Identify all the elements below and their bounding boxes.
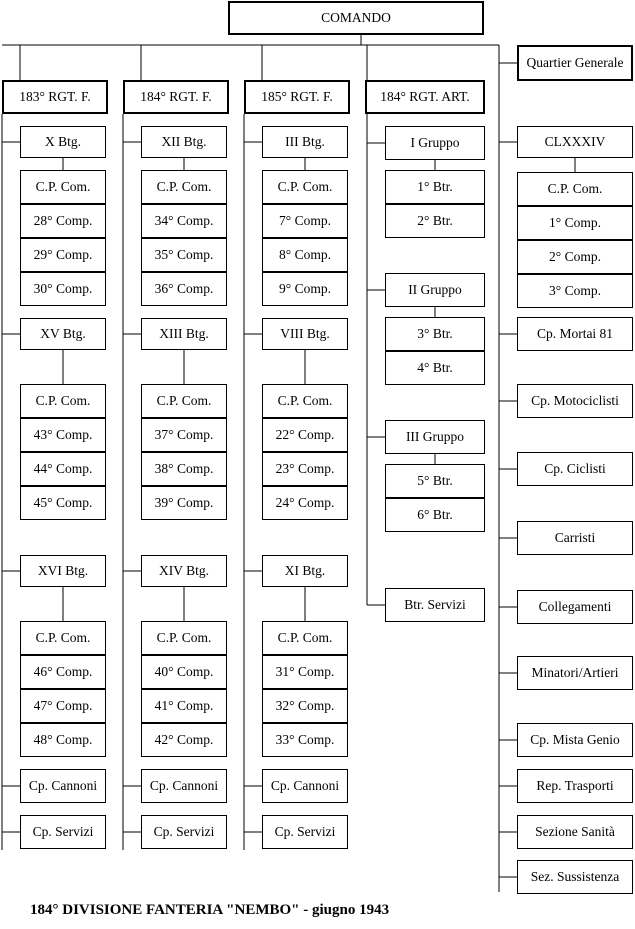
battalion-box-xvi-btg: XVI Btg. <box>20 555 106 587</box>
battalion-box-xii-btg: XII Btg. <box>141 126 227 158</box>
company-box: 43° Comp. <box>20 418 106 452</box>
group-box-i-gruppo: I Gruppo <box>385 126 485 160</box>
extra-unit-box-cp-servizi: Cp. Servizi <box>262 815 348 849</box>
artillery-regiment-box: 184° RGT. ART. <box>365 80 485 114</box>
company-box: 34° Comp. <box>141 204 227 238</box>
regiment-box-183-rgt-f: 183° RGT. F. <box>2 80 108 114</box>
battalion-box-x-btg: X Btg. <box>20 126 106 158</box>
divisional-battalion-box: CLXXXIV <box>517 126 633 158</box>
company-box: 47° Comp. <box>20 689 106 723</box>
group-box-iii-gruppo: III Gruppo <box>385 420 485 454</box>
divisional-unit-box-minatori-artieri: Minatori/Artieri <box>517 656 633 690</box>
company-box: 30° Comp. <box>20 272 106 306</box>
divisional-company-box: 1° Comp. <box>517 206 633 240</box>
battery-box: 3° Btr. <box>385 317 485 351</box>
battalion-box-xiii-btg: XIII Btg. <box>141 318 227 350</box>
company-box: 29° Comp. <box>20 238 106 272</box>
company-box: 24° Comp. <box>262 486 348 520</box>
divisional-company-box: C.P. Com. <box>517 172 633 206</box>
battery-box: 4° Btr. <box>385 351 485 385</box>
company-box: 22° Comp. <box>262 418 348 452</box>
company-box: 32° Comp. <box>262 689 348 723</box>
company-box: C.P. Com. <box>262 621 348 655</box>
divisional-unit-box-sez-sussistenza: Sez. Sussistenza <box>517 860 633 894</box>
company-box: C.P. Com. <box>141 384 227 418</box>
extra-unit-box-cp-servizi: Cp. Servizi <box>20 815 106 849</box>
divisional-unit-box-cp-mortai-81: Cp. Mortai 81 <box>517 317 633 351</box>
divisional-unit-box-cp-motociclisti: Cp. Motociclisti <box>517 384 633 418</box>
company-box: 31° Comp. <box>262 655 348 689</box>
regiment-box-185-rgt-f: 185° RGT. F. <box>244 80 350 114</box>
battalion-box-xiv-btg: XIV Btg. <box>141 555 227 587</box>
company-box: 44° Comp. <box>20 452 106 486</box>
company-box: 23° Comp. <box>262 452 348 486</box>
company-box: 8° Comp. <box>262 238 348 272</box>
group-box-ii-gruppo: II Gruppo <box>385 273 485 307</box>
company-box: 45° Comp. <box>20 486 106 520</box>
battery-box: 5° Btr. <box>385 464 485 498</box>
company-box: 42° Comp. <box>141 723 227 757</box>
extra-unit-box-cp-cannoni: Cp. Cannoni <box>20 769 106 803</box>
company-box: 37° Comp. <box>141 418 227 452</box>
company-box: 48° Comp. <box>20 723 106 757</box>
company-box: C.P. Com. <box>262 170 348 204</box>
extra-unit-box-cp-cannoni: Cp. Cannoni <box>262 769 348 803</box>
company-box: C.P. Com. <box>20 621 106 655</box>
root-box-comando: COMANDO <box>228 1 484 35</box>
divisional-company-box: 3° Comp. <box>517 274 633 308</box>
company-box: 38° Comp. <box>141 452 227 486</box>
regiment-box-184-rgt-f: 184° RGT. F. <box>123 80 229 114</box>
battery-box: 1° Btr. <box>385 170 485 204</box>
battery-box: 6° Btr. <box>385 498 485 532</box>
battery-box: 2° Btr. <box>385 204 485 238</box>
battalion-box-xv-btg: XV Btg. <box>20 318 106 350</box>
company-box: 36° Comp. <box>141 272 227 306</box>
company-box: C.P. Com. <box>262 384 348 418</box>
divisional-unit-box-rep-trasporti: Rep. Trasporti <box>517 769 633 803</box>
battery-services-box: Btr. Servizi <box>385 588 485 622</box>
divisional-unit-box-carristi: Carristi <box>517 521 633 555</box>
company-box: 46° Comp. <box>20 655 106 689</box>
company-box: C.P. Com. <box>141 170 227 204</box>
divisional-company-box: 2° Comp. <box>517 240 633 274</box>
chart-caption: 184° DIVISIONE FANTERIA "NEMBO" - giugno 1943 <box>30 902 390 918</box>
company-box: 33° Comp. <box>262 723 348 757</box>
quartier-generale-box: Quartier Generale <box>517 45 633 81</box>
extra-unit-box-cp-servizi: Cp. Servizi <box>141 815 227 849</box>
divisional-unit-box-cp-ciclisti: Cp. Ciclisti <box>517 452 633 486</box>
company-box: C.P. Com. <box>20 170 106 204</box>
divisional-unit-box-sezione-sanit: Sezione Sanità <box>517 815 633 849</box>
company-box: 9° Comp. <box>262 272 348 306</box>
divisional-unit-box-collegamenti: Collegamenti <box>517 590 633 624</box>
company-box: C.P. Com. <box>141 621 227 655</box>
battalion-box-iii-btg: III Btg. <box>262 126 348 158</box>
battalion-box-xi-btg: XI Btg. <box>262 555 348 587</box>
company-box: 7° Comp. <box>262 204 348 238</box>
company-box: 41° Comp. <box>141 689 227 723</box>
company-box: 35° Comp. <box>141 238 227 272</box>
company-box: 39° Comp. <box>141 486 227 520</box>
company-box: 40° Comp. <box>141 655 227 689</box>
company-box: 28° Comp. <box>20 204 106 238</box>
company-box: C.P. Com. <box>20 384 106 418</box>
battalion-box-viii-btg: VIII Btg. <box>262 318 348 350</box>
extra-unit-box-cp-cannoni: Cp. Cannoni <box>141 769 227 803</box>
divisional-unit-box-cp-mista-genio: Cp. Mista Genio <box>517 723 633 757</box>
